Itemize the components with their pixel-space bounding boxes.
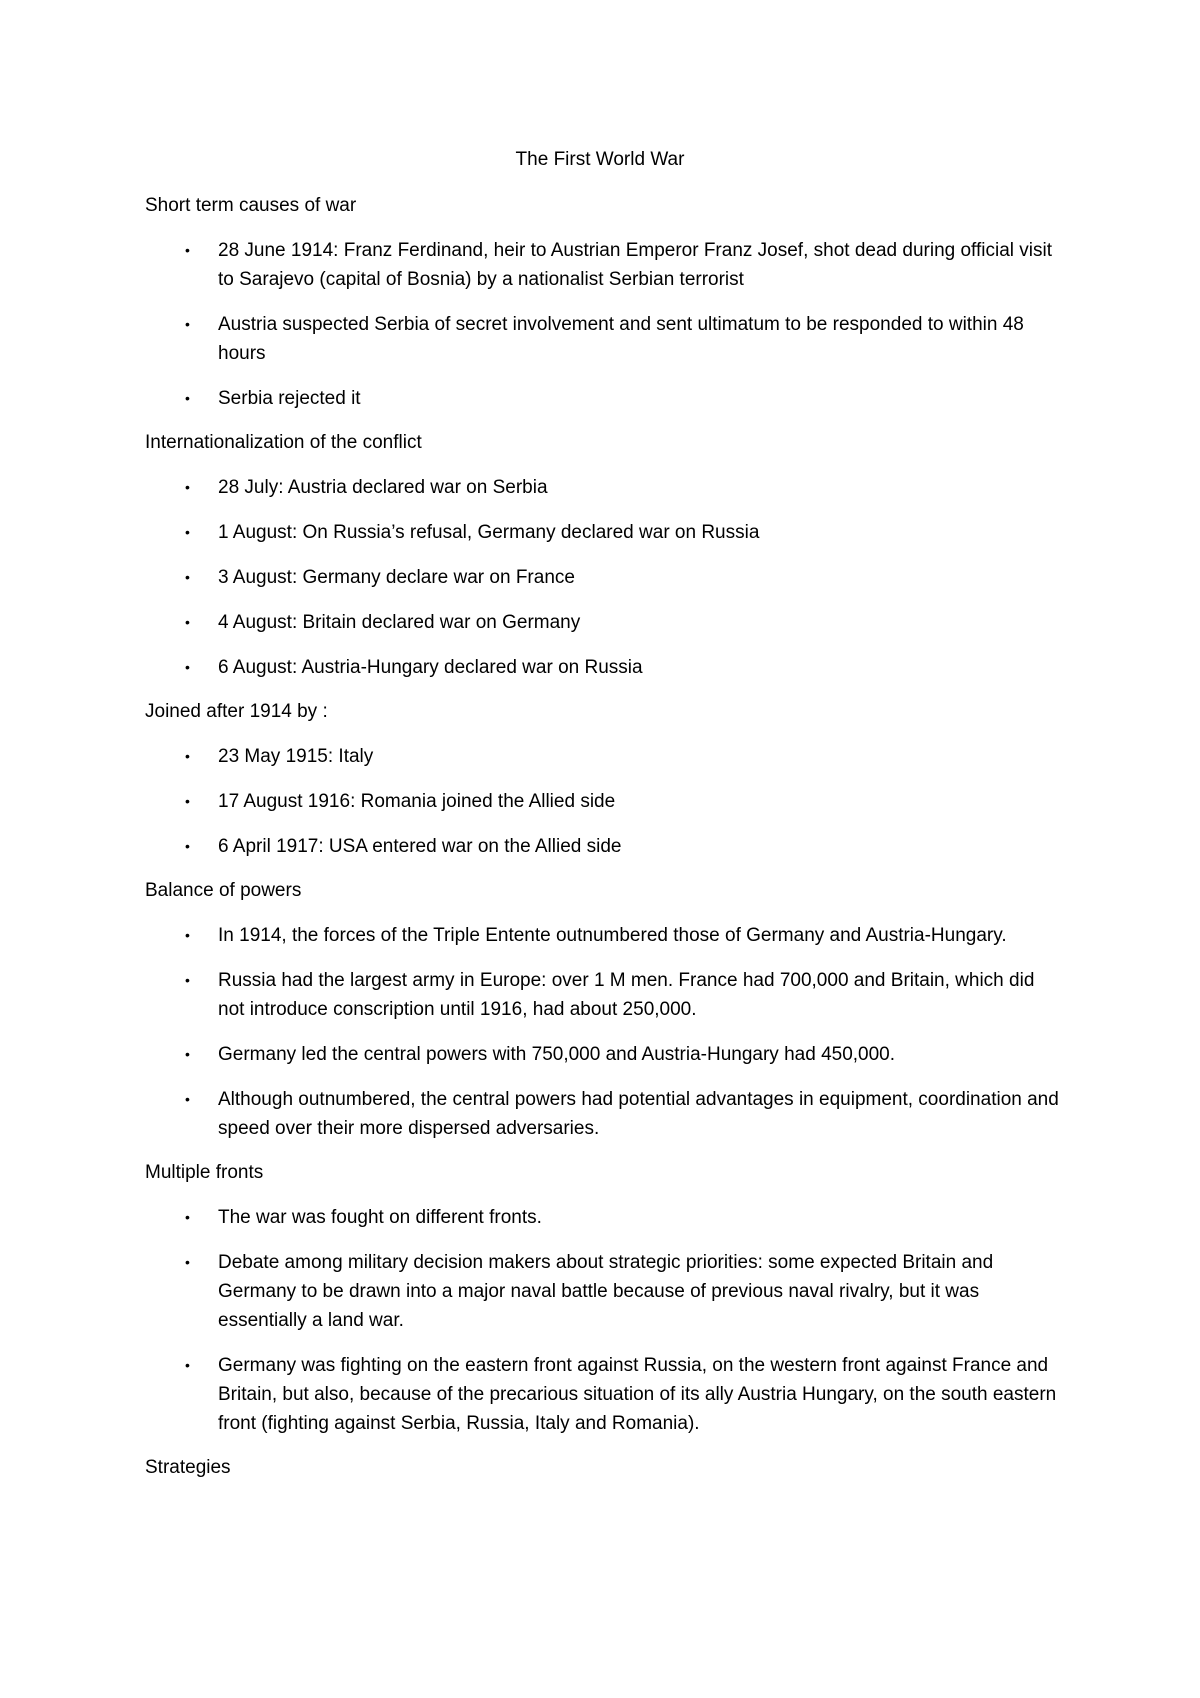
section-heading: Strategies	[145, 1457, 231, 1478]
bullet-dot-icon: •	[185, 316, 190, 332]
list-item-text: 3 August: Germany declare war on France	[218, 567, 575, 588]
list-item-text: Germany was fighting on the eastern front against Russia, on the western front against France and Britain, but also, because of the precarious situation of its ally Austria Hungary, on the south eastern front (fighting against Serbia, Russia, Italy and Romania).	[218, 1355, 1057, 1434]
bullet-list	[145, 236, 1065, 413]
bullet-dot-icon: •	[185, 748, 190, 764]
list-item	[145, 1085, 1065, 1143]
bullet-list	[145, 1203, 1065, 1438]
bullet-list	[145, 921, 1065, 1143]
list-item-text: 6 April 1917: USA entered war on the Allied side	[218, 836, 622, 857]
list-item	[145, 1040, 1065, 1069]
list-item-text: The war was fought on different fronts.	[218, 1207, 542, 1228]
bullet-dot-icon: •	[185, 390, 190, 406]
bullet-dot-icon: •	[185, 793, 190, 809]
list-item	[145, 832, 1065, 861]
section-heading: Internationalization of the conflict	[145, 432, 422, 453]
list-item-text: 17 August 1916: Romania joined the Allied side	[218, 791, 616, 812]
bullet-dot-icon: •	[185, 1091, 190, 1107]
bullet-dot-icon: •	[185, 524, 190, 540]
list-item-text: 28 June 1914: Franz Ferdinand, heir to Austrian Emperor Franz Josef, shot dead during official visit to Sarajevo (capital of Bosnia) by a nationalist Serbian terrorist	[218, 240, 1052, 290]
list-item	[145, 1203, 1065, 1232]
list-item	[145, 742, 1065, 771]
bullet-dot-icon: •	[185, 927, 190, 943]
bullet-dot-icon: •	[185, 479, 190, 495]
list-item-text: 6 August: Austria-Hungary declared war on Russia	[218, 657, 643, 678]
list-item-text: Debate among military decision makers about strategic priorities: some expected Britain and Germany to be drawn into a major naval battle because of previous naval rivalry, but it was essentially a land war.	[218, 1252, 994, 1331]
bullet-dot-icon: •	[185, 1254, 190, 1270]
list-item	[145, 921, 1065, 950]
bullet-dot-icon: •	[185, 1209, 190, 1225]
bullet-dot-icon: •	[185, 242, 190, 258]
list-item	[145, 1248, 1065, 1335]
list-item	[145, 1351, 1065, 1438]
list-item	[145, 518, 1065, 547]
list-item-text: Austria suspected Serbia of secret involvement and sent ultimatum to be responded to within 48 hours	[218, 314, 1024, 364]
list-item-text: Russia had the largest army in Europe: over 1 M men. France had 700,000 and Britain, which did not introduce conscription until 1916, had about 250,000.	[218, 970, 1035, 1020]
bullet-dot-icon: •	[185, 1046, 190, 1062]
list-item-text: 23 May 1915: Italy	[218, 746, 374, 767]
document-body	[145, 192, 1065, 1498]
list-item-text: Although outnumbered, the central powers had potential advantages in equipment, coordination and speed over their more dispersed adversaries.	[218, 1089, 1059, 1139]
bullet-dot-icon: •	[185, 1357, 190, 1373]
bullet-list	[145, 742, 1065, 861]
bullet-dot-icon: •	[185, 569, 190, 585]
bullet-list	[145, 473, 1065, 682]
list-item	[145, 653, 1065, 682]
list-item-text: Germany led the central powers with 750,000 and Austria-Hungary had 450,000.	[218, 1044, 896, 1065]
list-item-text: In 1914, the forces of the Triple Entente outnumbered those of Germany and Austria-Hungary.	[218, 925, 1007, 946]
list-item	[145, 236, 1065, 294]
list-item	[145, 384, 1065, 413]
list-item-text: 4 August: Britain declared war on Germany	[218, 612, 581, 633]
list-item	[145, 310, 1065, 368]
list-item-text: 1 August: On Russia’s refusal, Germany declared war on Russia	[218, 522, 760, 543]
bullet-dot-icon: •	[185, 838, 190, 854]
section-heading: Short term causes of war	[145, 195, 357, 216]
list-item	[145, 966, 1065, 1024]
list-item-text: Serbia rejected it	[218, 388, 361, 409]
document-title: The First World War	[515, 149, 685, 170]
list-item	[145, 787, 1065, 816]
section-heading: Multiple fronts	[145, 1162, 264, 1183]
bullet-dot-icon: •	[185, 614, 190, 630]
list-item	[145, 563, 1065, 592]
section-heading: Balance of powers	[145, 880, 302, 901]
bullet-dot-icon: •	[185, 972, 190, 988]
list-item-text: 28 July: Austria declared war on Serbia	[218, 477, 548, 498]
list-item	[145, 473, 1065, 502]
section-heading: Joined after 1914 by :	[145, 701, 328, 722]
bullet-dot-icon: •	[185, 659, 190, 675]
list-item	[145, 608, 1065, 637]
